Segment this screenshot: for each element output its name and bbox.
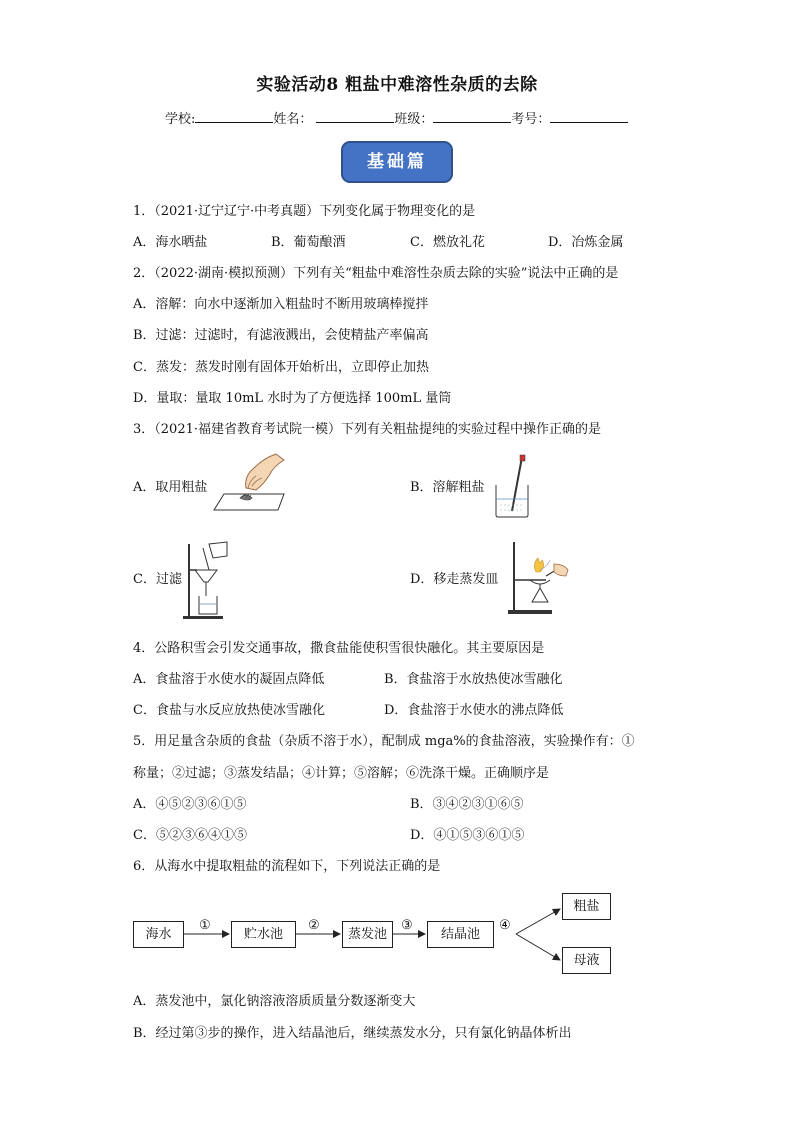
q2-option-c: C．蒸发：蒸发时刚有固体开始析出，立即停止加热 [133,360,429,375]
q4-stem: 4．公路积雪会引发交通事故，撒食盐能使积雪很快融化。其主要原因是 [133,641,545,656]
q1-stem: 1．（2021·辽宁辽宁·中考真题）下列变化属于物理变化的是 [133,204,476,219]
section-banner: 基础篇 [341,141,453,183]
q3-option-d: D．移走蒸发皿 [410,572,499,587]
flow-storage-box: 贮水池 [231,921,296,948]
flow-step-1: ① [199,918,211,933]
flow-step-3: ③ [401,918,413,933]
q5-option-b: B．③④②③①⑥⑤ [410,797,524,812]
flow-crystal-box: 结晶池 [427,921,494,948]
q1-option-a: A．海水晒盐 [133,235,208,250]
q4-option-b: B．食盐溶于水放热使冰雪融化 [384,672,563,687]
school-label: 学校: [165,112,196,127]
q4-option-a: A．食盐溶于水使水的凝固点降低 [133,672,325,687]
q6-option-a: A．蒸发池中，氯化钠溶液溶质质量分数逐渐变大 [133,994,416,1009]
page-title: 实验活动8 粗盐中难溶性杂质的去除 [256,75,538,95]
flow-seawater-box: 海水 [133,921,184,948]
q5-option-c: C．⑤②③⑥④①⑤ [133,828,247,843]
q5-stem-line2: 称量；②过滤；③蒸发结晶；④计算；⑤溶解；⑥洗涤干燥。正确顺序是 [133,766,550,781]
q3-stem: 3．（2021·福建省教育考试院一模）下列有关粗盐提纯的实验过程中操作正确的是 [133,422,601,437]
q6-option-b: B．经过第③步的操作，进入结晶池后，继续蒸发水分，只有氯化钠晶体析出 [133,1026,572,1041]
q5-option-d: D．④①⑤③⑥①⑤ [410,828,525,843]
flow-evaporation-box: 蒸发池 [342,921,393,948]
q1-option-c: C．燃放礼花 [410,235,485,250]
q5-option-a: A．④⑤②③⑥①⑤ [133,797,247,812]
q2-option-b: B．过滤：过滤时，有滤液溅出，会使精盐产率偏高 [133,328,429,343]
q3-option-a: A．取用粗盐 [133,480,208,495]
class-label: 班级： [394,112,434,127]
flow-mother-liquor-box: 母液 [562,947,611,974]
exam-no-label: 考号： [511,112,551,127]
q2-option-a: A．溶解：向水中逐渐加入粗盐时不断用玻璃棒搅拌 [133,297,429,312]
q1-option-d: D．冶炼金属 [548,235,624,250]
q3-option-c: C．过滤 [133,572,182,587]
flow-step-2: ② [308,918,320,933]
q6-stem: 6．从海水中提取粗盐的流程如下，下列说法正确的是 [133,859,441,874]
q4-option-d: D．食盐溶于水使水的沸点降低 [384,703,564,718]
flow-crude-salt-box: 粗盐 [562,893,611,920]
flow-step-4: ④ [499,918,511,933]
q1-option-b: B．葡萄酿酒 [271,235,346,250]
q4-option-c: C．食盐与水反应放热使冰雪融化 [133,703,325,718]
q3-option-b: B．溶解粗盐 [410,480,485,495]
name-label: 姓名： [273,112,313,127]
q2-stem: 2．（2022·湖南·模拟预测）下列有关“粗盐中难溶性杂质去除的实验”说法中正确的是 [133,266,619,281]
q5-stem-line1: 5．用足量含杂质的食盐（杂质不溶于水），配制成 mga%的食盐溶液，实验操作有：① [133,734,635,749]
q2-option-d: D．量取：量取 10mL 水时为了方便选择 100mL 量筒 [133,391,452,406]
